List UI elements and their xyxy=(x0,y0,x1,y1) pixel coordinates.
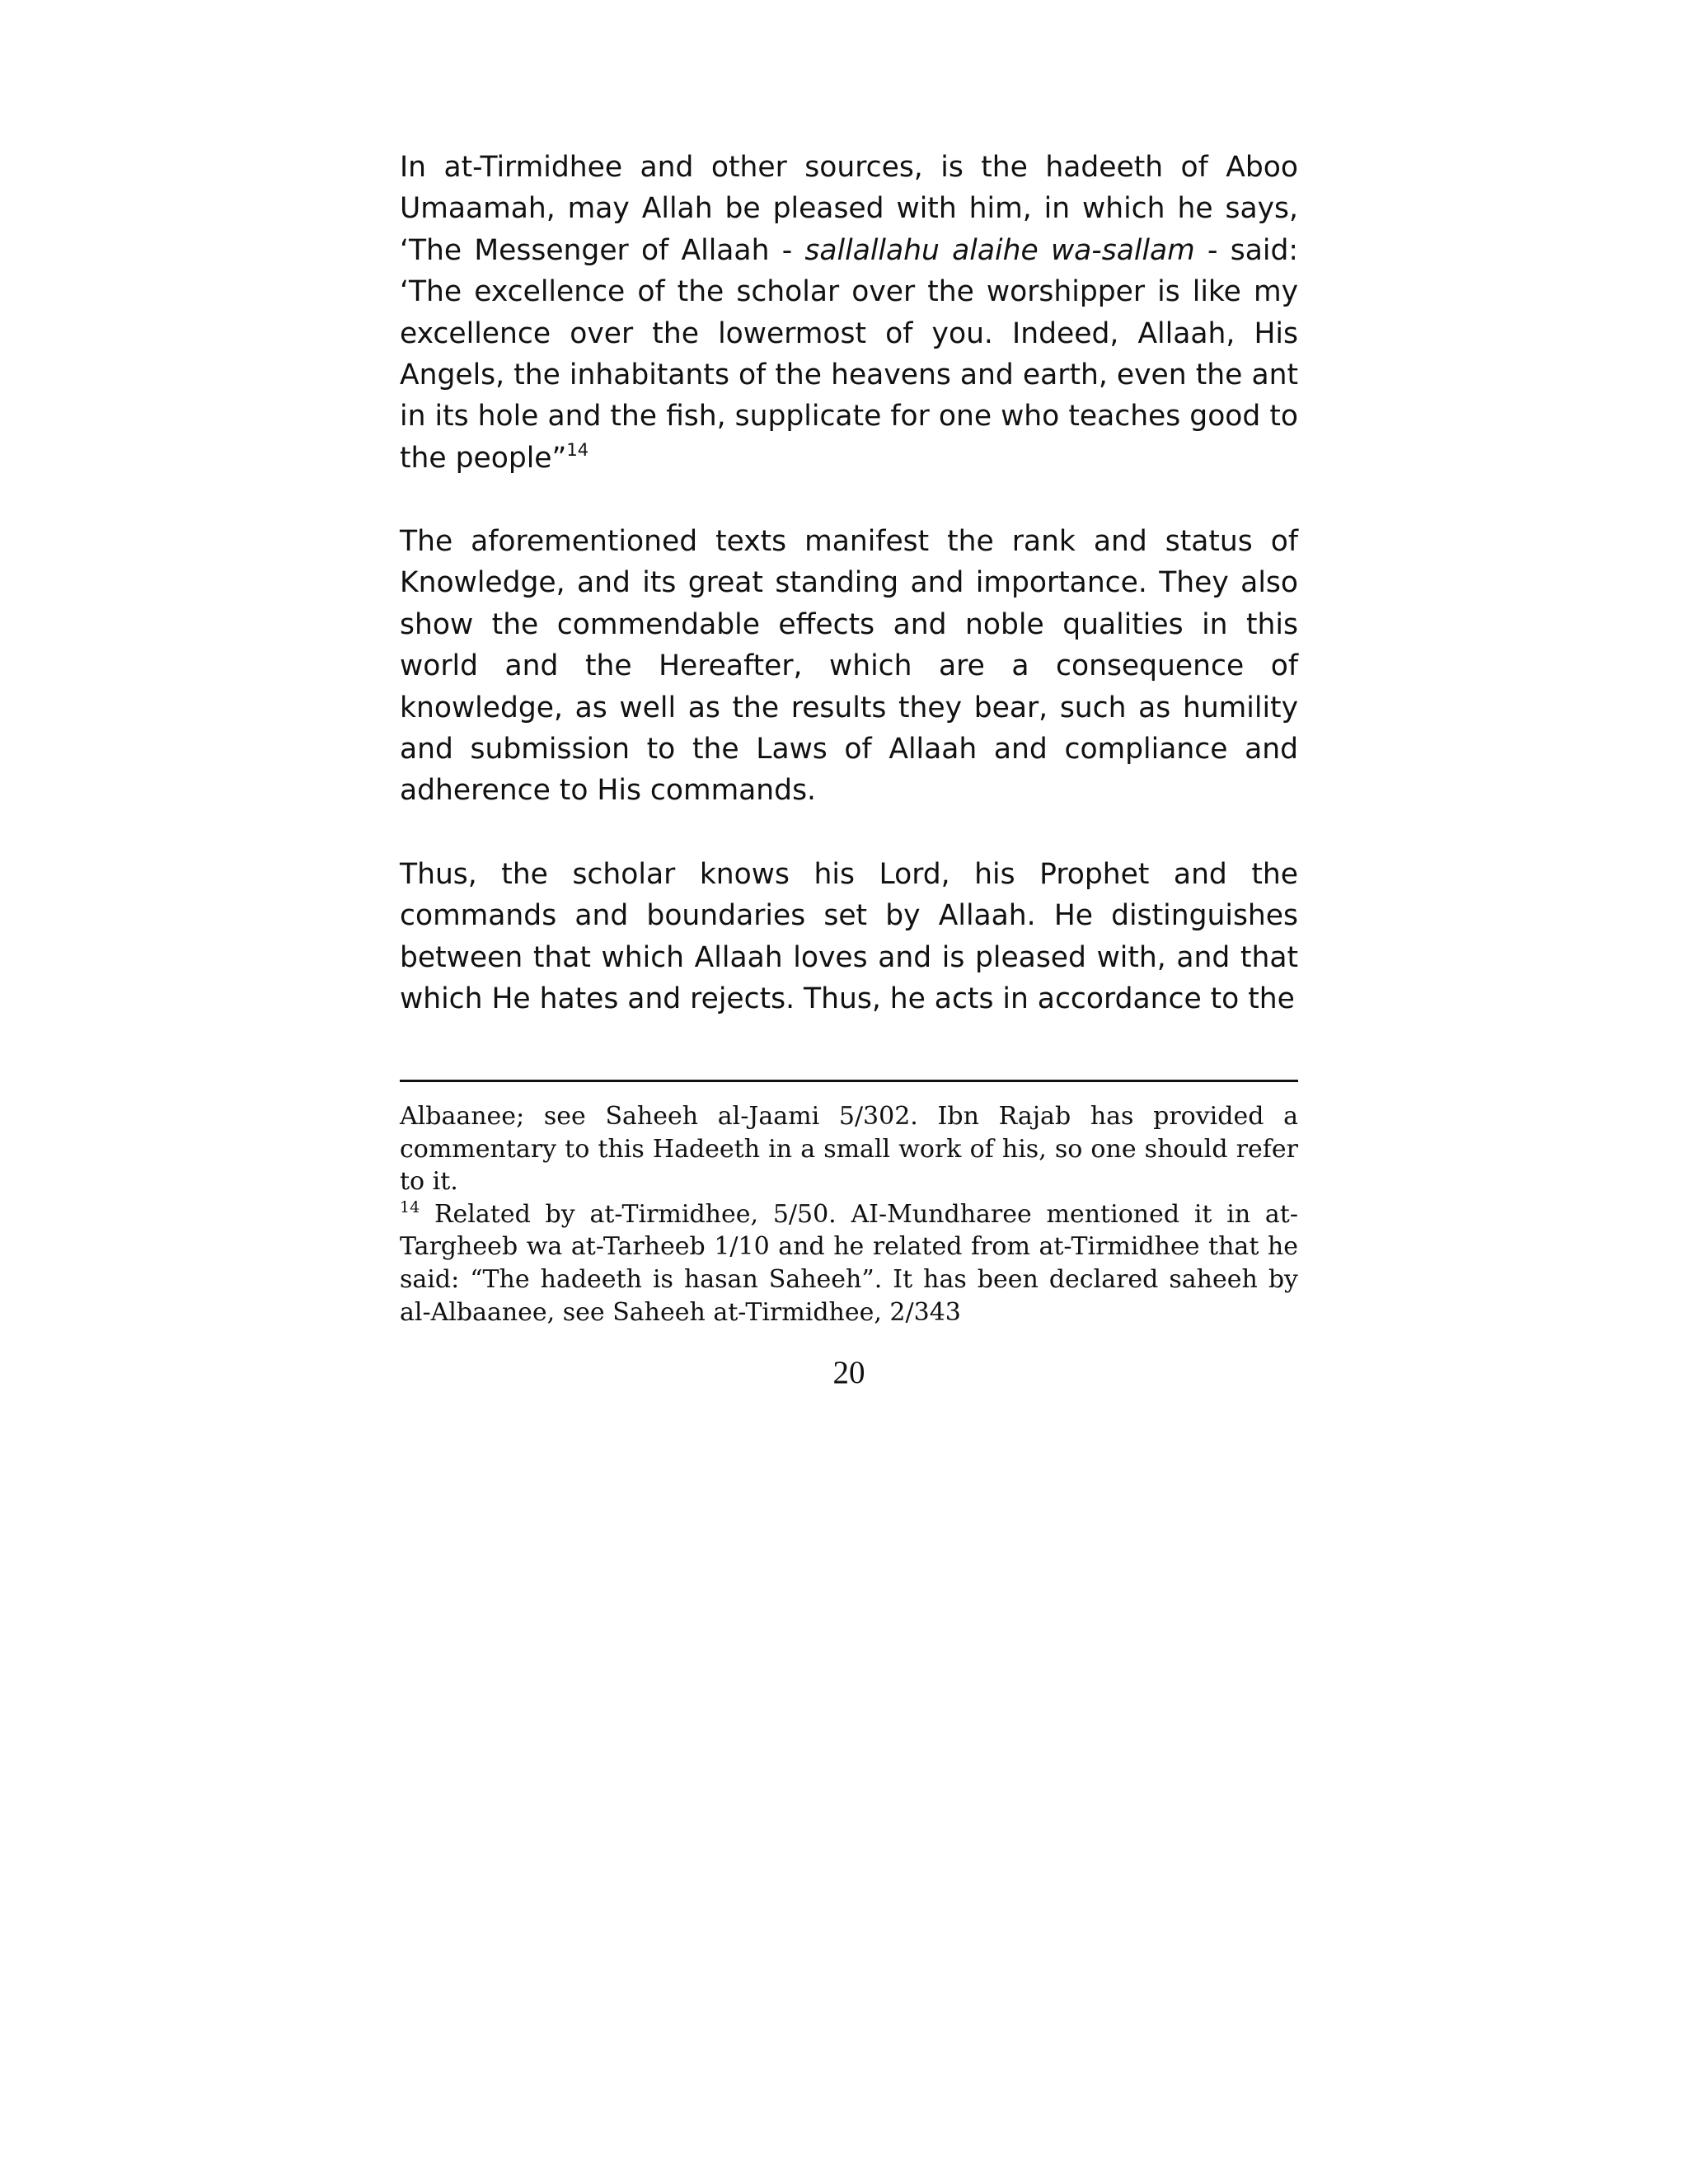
italic-salutation: sallallahu alaihe wa-sallam xyxy=(804,233,1195,267)
page-number: 20 xyxy=(832,1355,865,1390)
footnotes-section xyxy=(400,1100,1298,1329)
footnote-14-text: Related by at-Tirmidhee, 5/50. AI-Mundharee mentioned it in at-Targheeb wa at-Tarheeb 1/10 and he related from at-Tirmidhee that he said: “The hadeeth is hasan Saheeh”. It has been declared saheeh by al-Albaanee, see Saheeh at-Tirmidhee, 2/343 xyxy=(400,1199,1298,1327)
paragraph-rank-of-knowledge: The aforementioned texts manifest the rank and status of Knowledge, and its great standing and importance. They also show the commendable effects and noble qualities in this world and the Hereafter, which are a consequence of knowledge, as well as the results they bear, such as humility and submission to the Laws of Allaah and compliance and adherence to His commands. xyxy=(400,525,1298,808)
footnote-14 xyxy=(400,1198,1298,1329)
footnote-continued: Albaanee; see Saheeh al-Jaami 5/302. Ibn Rajab has provided a commentary to this Hadeeth in a small work of his, so one should refer to it. xyxy=(400,1102,1298,1197)
footnote-reference-14[interactable]: 14 xyxy=(566,439,589,460)
paragraph-text: - said: ‘The excellence of the scholar over the worshipper is like my excellence over the lowermost of you. Indeed, Allaah, His Angels, the inhabitants of the heavens and earth, even the ant in its hole and the fish, supplicate for one who teaches good to the people” xyxy=(400,233,1298,475)
footnote-marker-14: 14 xyxy=(400,1197,420,1216)
paragraph-text: In at-Tirmidhee and other sources, is the hadeeth of Aboo Umaamah, may Allah be pleased with him, in which he says, ‘The Messenger of Allaah - xyxy=(400,151,1298,267)
footnote-divider xyxy=(400,1080,1298,1082)
paragraph-scholar-knows-lord: Thus, the scholar knows his Lord, his Prophet and the commands and boundaries set by Allaah. He distinguishes between that which Allaah loves and is pleased with, and that which He hates and rejects. Thus, he acts in accordance to the xyxy=(400,858,1298,1016)
paragraph-hadeeth-aboo-umaamah xyxy=(400,147,1298,479)
